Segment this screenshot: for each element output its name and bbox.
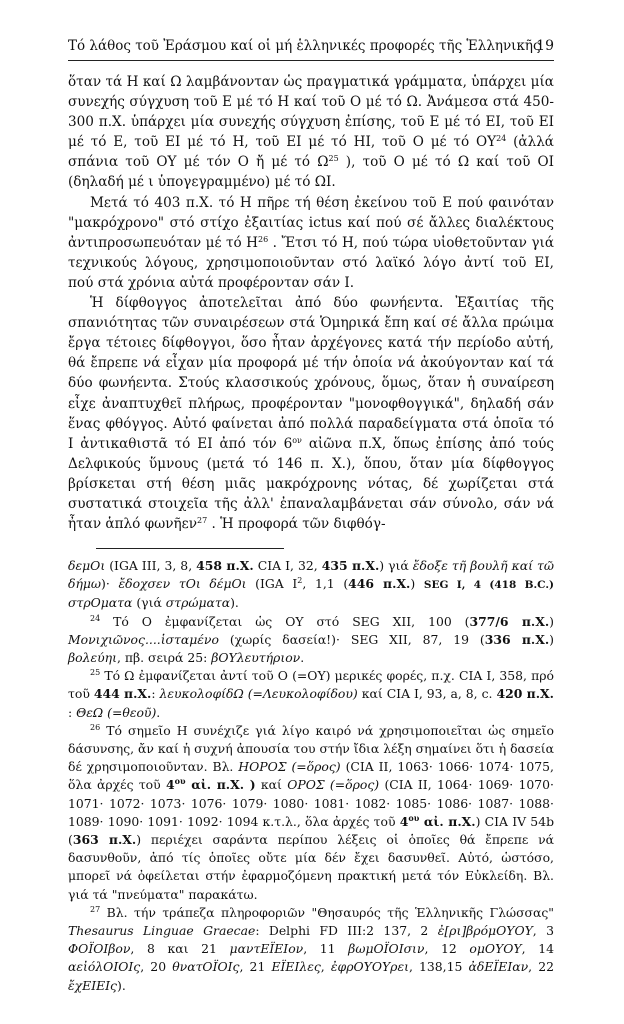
note-text: (IGA I: [246, 576, 298, 592]
note-text: ).: [230, 595, 239, 611]
note-text: μαντΕΪΕΙον: [229, 941, 304, 957]
paragraph-1-text-c: ), τοῦ Ο μέ τό Ω καί τοῦ ΟΙ (δηλαδή μέ ι ὑπογεγραμμένο) μέ τό ΩΙ.: [68, 154, 554, 191]
note-text: βΟΥλευτήριον: [211, 650, 301, 666]
note-text: , 14: [521, 941, 554, 957]
note-sup: ου: [408, 812, 420, 823]
page-number: 19: [536, 38, 554, 54]
note-text: , 3: [532, 923, 555, 939]
note-text: ) γιά: [379, 558, 413, 573]
note-date: 363 π.Χ.: [72, 832, 137, 848]
note-text: ) CIA IV 54b (: [68, 813, 555, 848]
paragraph-3: [68, 293, 554, 534]
note-text: ΗΟΡΟΣ (=ὅρος): [238, 759, 341, 775]
note-text: βολεύηι: [68, 650, 117, 666]
note-date: 336 π.Χ.: [484, 631, 550, 647]
note-text: Μονιχιῶνος....ἱσταμένο: [68, 631, 219, 647]
note-text: ΦΟΪΟΙβον: [68, 941, 131, 957]
footnotes: [68, 557, 554, 995]
note-date: 377/6 π.Χ.: [469, 613, 550, 629]
note-text: Τό σημεῖο Η συνέχιζε γιά λίγο καιρό νά χρησιμοποιεῖται ὡς σημεῖο δάσυνσης, ἄν καί ἡ συχνή ἀπουσία του στήν ἴδια λέξη σημαίνει ὅτι ἡ δασεία δέ χρησιμοποιοῦνταν. Βλ.: [68, 722, 554, 775]
note-text: ἀδΕΪΕΙαν: [468, 959, 529, 975]
note-text: Τό Ω ἐμφανίζεται ἀντί τοῦ Ο (=ΟΥ) μερικές φορές, π.χ. CIA I, 358, πρό τοῦ: [68, 668, 554, 702]
running-header: [68, 38, 554, 61]
note-text: , 12: [424, 941, 470, 957]
note-date: αἰ. π.Χ. ): [185, 777, 256, 793]
note-text: : Delphi FD III:2 137, 2: [255, 923, 438, 939]
footnote-ref-26: 26: [258, 234, 269, 244]
note-text: ἔδοχσεν τΟι δέμΟι: [118, 576, 247, 592]
note-text: CIA I, 32,: [253, 558, 322, 573]
note-text: θνατΟΪΟΙς: [172, 959, 240, 975]
note-text: .: [156, 704, 161, 720]
note-date: 446 π.Χ.: [348, 576, 411, 592]
main-text: [68, 72, 554, 534]
footnote-continuation: [68, 557, 554, 613]
note-text: Τό Ο ἐμφανίζεται ὡς ΟΥ στό SEG XII, 100 (: [100, 613, 470, 629]
note-text: ἐφρΟΥΟΥρει: [330, 959, 409, 975]
note-date: 444 π.Χ.: [93, 686, 152, 702]
note-text: :: [68, 704, 77, 720]
paragraph-1-text-b: (ἀλλά σπάνια τοῦ ΟΥ μέ τόν Ο ἤ μέ τό Ω: [68, 134, 554, 171]
note-text: ἐ[ρι]βρόμΟΥΟΥ: [437, 923, 533, 939]
note-text: .: [300, 650, 305, 666]
paragraph-2-text-b: . Ἔτσι τό Η, πού τώρα υἱοθετοῦνταν γιά τεχνικούς λόγους, χρησιμοποιοῦνταν στό λαϊκό λόγο ἀντί τοῦ ΕΙ, πού στά χρόνια αὐτά προφέρονταν σάν Ι.: [68, 234, 554, 291]
note-text: ): [549, 631, 554, 647]
note-text: ΘεΩ (=θεοῦ): [76, 704, 157, 720]
note-text: , 138,15: [408, 959, 469, 975]
note-text: ): [410, 576, 424, 592]
note-text: καί: [255, 777, 288, 793]
footnote-ref-25: 25: [328, 154, 339, 164]
paragraph-1: [68, 72, 554, 193]
paragraph-2-text-a: Μετά τό 403 π.Χ. τό Η πῆρε τή θέση ἐκείνου τοῦ Ε πού φαινόταν "μακρόχρονο" στό στίχο ἐξαιτίας ictus καί πού σέ ἄλλες διαλέκτους ἀντιπροσωπευόταν μέ τό Η: [68, 194, 554, 251]
footnote-25: [68, 667, 554, 722]
note-text: στρΟματα: [68, 595, 133, 611]
note-text: δεμΟι: [68, 558, 106, 573]
note-text: , 20: [140, 959, 173, 975]
footnote-number: 26: [90, 722, 101, 732]
footnote-27: [68, 904, 554, 995]
paragraph-3-text-b: αἰῶνα π.Χ, ὅπως ἐπίσης ἀπό τούς Δελφικούς ὕμνους (μετά τό 146 π. Χ.), ὅπου, ὅταν μία δίφθογγος βρίσκεται στή θέση μιᾶς μακρόχρονης νότας, δέ χωρίζεται στά συστατικά στοιχεῖα τῆς ἀλλ' ἐπαναλαμβάνεται σάν σύνολο, σάν νά ἦταν ἁπλό φωνῆεν: [68, 435, 554, 533]
footnote-separator: [96, 548, 284, 549]
footnote-ref-24: 24: [496, 134, 507, 144]
note-date: 420 π.Χ.: [496, 686, 554, 702]
note-text: Thesaurus Linguae Graecae: [68, 923, 256, 939]
running-title: Τό λάθος τοῦ Ἐράσμου καί οἱ μή ἑλληνικές προφορές τῆς Ἑλληνικῆς: [68, 38, 541, 54]
footnote-number: 27: [90, 904, 101, 914]
note-text: ἔχΕΙΕΙς: [68, 977, 117, 993]
note-date: 4: [399, 813, 409, 829]
footnote-ref-27: 27: [196, 516, 208, 526]
note-text: , πβ. σειρά 25:: [116, 650, 212, 666]
paragraph-1-text-a: ὅταν τά Η καί Ω λαμβάνονταν ὡς πραγματικά γράμματα, ὑπάρχει μία συνεχής σύγχυση τοῦ Ε μέ τό Η καί τοῦ Ο μέ τό Ω. Ἀνάμεσα στά 450-300 π.Χ. ὑπάρχει μία συνεχής σύγχυση ἐπίσης, τοῦ Ε μέ τό ΕΙ, τοῦ ΕΙ μέ τό Ε, τοῦ ΕΙ μέ τό Η, τοῦ ΕΙ μέ τό ΗΙ, τοῦ Ο μέ τό ΟΥ: [68, 74, 554, 151]
note-date: SEG I, 4 (418 B.C.): [423, 579, 554, 592]
footnote-26: [68, 722, 554, 904]
note-sup: 2: [297, 576, 303, 586]
paragraph-2: [68, 193, 554, 293]
note-text: βωμΟΪΟΙσιν: [348, 941, 425, 957]
note-text: , 22: [528, 959, 554, 975]
paragraph-3-text-a: Ἡ δίφθογγος ἀποτελεῖται ἀπό δύο φωνήεντα. Ἐξαιτίας τῆς σπανιότητας τῶν συναιρέσεων στά Ὁμηρικά ἔπη καί σέ ἄλλα πρώιμα ἔργα τέτοιες δίφθογγοι, ὅσο ἦταν ἀρχέγονες κατά τήν περίοδο αὐτή, θά ἔπρεπε νά εἶχαν μία προφορά μέ τήν ὁποία νά ἀκούγονταν καί τά δύο φωνήεντα. Στούς κλασσικούς χρόνους, ὅμως, ὅταν ἡ συναίρεση εἶχε ἀναπτυχθεῖ πλήρως, προφέρονταν "μονοφθογγικά", δηλαδή σάν ἕνας φθόγγος. Αὐτό φαίνεται ἀπό πολλά παραδείγματα στά ὁποῖα τό Ι ἀντικαθιστᾶ τό ΕΙ ἀπό τόν 6: [68, 295, 554, 452]
note-text: , 8 και 21: [130, 941, 230, 957]
note-text: ) περιέχει σαράντα περίπου λέξεις οἱ ὁποῖες θά ἔπρεπε νά δασυνθοῦν, ἀπό τίς ὁποῖες οὔτε μία δέν ἔχει δασυνθεῖ. Αὐτό, ὡστόσο, μπορεῖ νά ὀφείλεται στήν ἐφαρμοζόμενη πρακτική μετά τόν Εὐκλείδη. Βλ. γιά τά "πνεύματα" παρακάτω.: [68, 832, 554, 902]
footnote-number: 25: [90, 668, 101, 678]
note-text: ΟΡΟΣ (=ὅρος): [287, 777, 380, 793]
note-text: λευκολοφίδΩ (=Λευκολοφίδου): [159, 686, 358, 702]
note-text: )·: [101, 576, 119, 592]
note-text: , 11: [303, 941, 349, 957]
note-text: ): [549, 613, 554, 629]
note-text: , 1,1 (: [302, 576, 349, 592]
note-text: (CIA II, 1064· 1069· 1070· 1071· 1072· 1073· 1076· 1079· 1080· 1081· 1082· 1085· 1086· 1087· 1088· 1089· 1090· 1091· 1092· 1094 κ.τ.λ., ὅλα ἀρχές τοῦ: [68, 777, 554, 829]
note-date: αἰ. π.Χ.: [419, 813, 476, 829]
note-text: Βλ. τήν τράπεζα πληροφοριῶν "Θησαυρός τῆς Ἑλληνικῆς Γλώσσας": [100, 904, 554, 920]
ordinal-suffix: ον: [292, 435, 302, 445]
note-date: 4: [165, 777, 175, 793]
note-date: 458 π.Χ.: [196, 558, 254, 573]
note-text: ΕΪΕΙλες: [271, 959, 321, 975]
note-text: στρώματα: [165, 595, 231, 611]
footnote-number: 24: [90, 613, 101, 623]
footnote-24: [68, 613, 554, 668]
note-text: (χωρίς δασεία!)· SEG XII, 87, 19 (: [218, 631, 485, 647]
note-text: καί CIA I, 93, a, 8, c.: [357, 686, 497, 702]
note-date: 435 π.Χ.: [321, 558, 380, 573]
note-text: :: [151, 686, 160, 702]
note-text: (CIA II, 1063· 1066· 1074· 1075, ὅλα ἀρχές τοῦ: [68, 759, 554, 793]
note-text: (γιά: [132, 595, 166, 611]
note-text: αεἰόλΟΙΟΙς: [68, 959, 141, 975]
note-sup: ου: [174, 776, 186, 787]
note-text: , 21: [239, 959, 272, 975]
note-text: ομΟΥΟΥ: [469, 941, 522, 957]
paragraph-3-text-c: . Ἡ προφορά τῶν διφθόγ-: [207, 516, 386, 533]
note-text: ἔδοξε τῆ βουλῆ καί τῶ δήμω: [68, 558, 554, 592]
note-text: ,: [320, 959, 331, 975]
note-text: ).: [116, 977, 126, 993]
note-text: (IGA III, 3, 8,: [105, 558, 197, 573]
